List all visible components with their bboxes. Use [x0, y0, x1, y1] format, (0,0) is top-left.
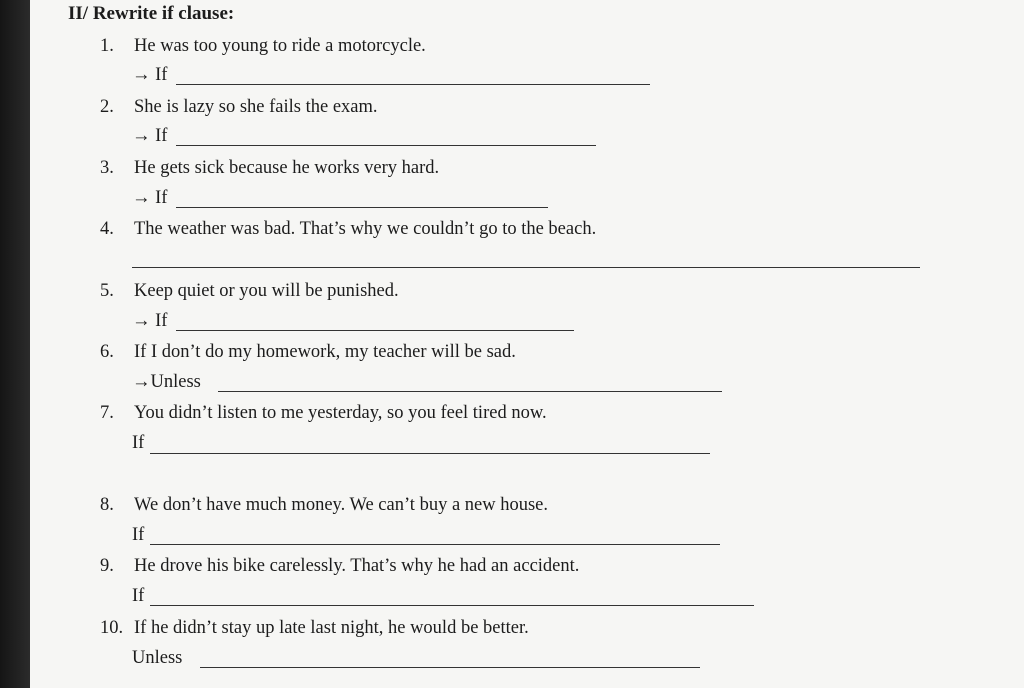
answer-blank-7[interactable] [150, 453, 710, 454]
answer-blank-10[interactable] [200, 667, 700, 668]
answer-line-7 [132, 432, 144, 454]
answer-line-10 [132, 647, 182, 669]
answer-prompt: Unless [150, 372, 201, 392]
question-2 [100, 96, 378, 118]
answer-prompt: If [155, 311, 168, 331]
answer-prompt: If [132, 433, 145, 453]
answer-line-9 [132, 585, 144, 607]
answer-prompt: If [155, 65, 168, 85]
answer-prompt: Unless [132, 648, 183, 668]
section-heading: II/ Rewrite if clause: [68, 3, 235, 24]
question-sentence: Keep quiet or you will be punished. [134, 281, 399, 301]
question-7 [100, 402, 547, 424]
answer-prompt: If [155, 188, 168, 208]
arrow-icon: → [132, 311, 151, 331]
question-sentence: He was too young to ride a motorcycle. [134, 36, 426, 56]
answer-blank-5[interactable] [176, 330, 574, 331]
answer-blank-4[interactable] [132, 267, 920, 268]
worksheet-page [30, 0, 1024, 688]
question-number: 1. [100, 36, 114, 56]
answer-line-1 [132, 64, 167, 86]
answer-line-6 [132, 371, 201, 393]
question-1 [100, 35, 426, 57]
question-number: 7. [100, 403, 114, 423]
answer-prompt: If [132, 586, 145, 606]
answer-blank-3[interactable] [176, 207, 548, 208]
question-number: 8. [100, 495, 114, 515]
question-number: 5. [100, 281, 114, 301]
arrow-icon: → [132, 65, 151, 85]
question-sentence: He drove his bike carelessly. That’s why he had an accident. [134, 556, 580, 576]
answer-line-8 [132, 524, 144, 546]
question-8 [100, 494, 548, 516]
question-10 [100, 617, 529, 639]
answer-blank-9[interactable] [150, 605, 754, 606]
question-6 [100, 341, 516, 363]
question-number: 3. [100, 158, 114, 178]
question-number: 6. [100, 342, 114, 362]
arrow-icon: → [132, 188, 151, 208]
answer-line-3 [132, 187, 167, 209]
question-number: 10. [100, 618, 124, 638]
question-4 [100, 218, 596, 240]
question-sentence: If he didn’t stay up late last night, he would be better. [134, 618, 529, 638]
answer-blank-2[interactable] [176, 145, 596, 146]
answer-blank-1[interactable] [176, 84, 650, 85]
question-sentence: We don’t have much money. We can’t buy a new house. [134, 495, 549, 515]
background-edge [0, 0, 30, 688]
answer-blank-8[interactable] [150, 544, 720, 545]
answer-blank-6[interactable] [218, 391, 722, 392]
answer-line-5 [132, 310, 167, 332]
arrow-icon: → [132, 126, 151, 146]
answer-prompt: If [155, 126, 168, 146]
question-number: 2. [100, 97, 114, 117]
question-sentence: He gets sick because he works very hard. [134, 158, 440, 178]
question-number: 9. [100, 556, 114, 576]
question-sentence: You didn’t listen to me yesterday, so you feel tired now. [134, 403, 547, 423]
question-3 [100, 157, 439, 179]
question-sentence: She is lazy so she fails the exam. [134, 97, 378, 117]
question-number: 4. [100, 219, 114, 239]
question-sentence: If I don’t do my homework, my teacher will be sad. [134, 342, 516, 362]
arrow-icon: → [132, 372, 151, 392]
question-sentence: The weather was bad. That’s why we couldn’t go to the beach. [134, 219, 597, 239]
answer-prompt: If [132, 525, 145, 545]
question-5 [100, 280, 399, 302]
answer-line-2 [132, 125, 167, 147]
question-9 [100, 555, 579, 577]
